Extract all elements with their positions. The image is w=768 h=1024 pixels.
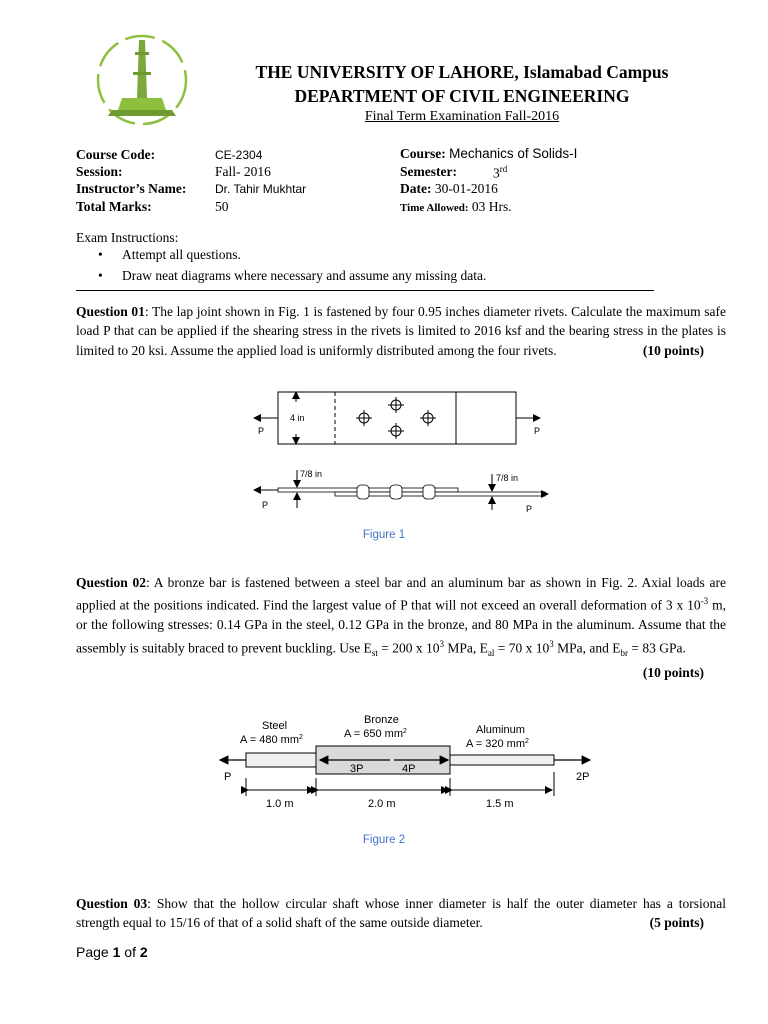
load-label-left: P [258,426,265,436]
question-03 [76,894,726,933]
rivet-side-icon [357,485,435,499]
load-label-4p: 4P [402,763,416,775]
figure-1-caption: Figure 1 [362,529,406,541]
load-label-3p: 3P [350,763,364,775]
steel-area: A = 480 $mm^2$ [240,734,303,746]
rivet-icon [420,410,436,426]
figure-2 [218,706,598,818]
semester-value [493,164,507,182]
aluminum-bar [450,755,554,765]
course-code-label: Course Code: [76,147,156,162]
load-label-right: P [534,426,541,436]
total-marks-value: 50 [215,199,229,214]
question-text: : Show that the hollow circular shaft whose inner diameter is half the outer diameter has a torsional strength equal to 15/16 of that of a solid shaft of the same outside diameter. [76,896,726,931]
time-value: 03 Hrs. [471,199,512,214]
divider [76,290,654,291]
load-label-p: P [224,771,232,783]
instructions-title: Exam Instructions: [76,230,179,245]
thickness-label-right: 7/8 in [496,473,519,483]
date-row [400,181,498,197]
question-02: Question 02: A bronze bar is fastened between a steel bar and an aluminum bar as shown in Fig. 2. Axial loads are applied at the positions indicated. Find the largest value of P that will not exceed an overall deformation of 3 x $10^{-3}$ m, or the following stresses: 0.14 GPa in the steel, 0.12 GPa in the bronze, and 80 MPa in the aluminum. Assume that the assembly is suitably braced to prevent buckling. Use $E_{st} = 200$ x $10^3$ MPa, $E_{al} = 70$ x $10^3$ MPa, and $E_{br} = 83$ GPa. (10 points) [76,573,726,683]
session-value: Fall- 2016 [215,164,271,179]
semester-number: 3 [493,165,500,181]
load-label-left: P [262,500,269,510]
university-title: THE UNIVERSITY OF LAHORE, Islamabad Campus [255,62,669,82]
course-label: Course: [400,146,446,161]
course-value: Mechanics of Solids-I [449,146,578,161]
session-label: Session: [76,164,123,179]
bullet-icon: • [98,247,103,262]
figure-1 [240,388,560,518]
figure-2-caption: Figure 2 [362,834,406,846]
date-label: Date: [400,181,432,196]
course-row [400,146,577,162]
question-text: : The lap joint shown in Fig. 1 is fastened by four 0.95 inches diameter rivets. Calculate the maximum safe load P that can be applied if the shearing stress in the rivets is limited to 2016 ksf and the bearing stress in the plates is limited to 20 ksi. Assume the applied load is uniformly distributed among the four rivets. [76,304,726,358]
rivet-icon [356,410,372,426]
question-label: Question 01 [76,304,145,319]
exam-title: Final Term Examination Fall-2016 [364,109,560,124]
dim-label-width: 4 in [290,413,305,423]
time-row [400,199,512,215]
semester-suffix: rd [499,164,508,174]
question-points: (10 points) [642,342,704,358]
steel-label: Steel [262,720,288,732]
question-points: (5 points) [649,915,704,931]
steel-bar [246,753,318,767]
instruction-item: • Draw neat diagrams where necessary and assume any missing data. [98,268,487,283]
question-points: (10 points) [642,665,704,681]
instruction-item: • Attempt all questions. [98,247,241,262]
load-label-right: P [526,504,533,514]
instructor-value: Dr. Tahir Mukhtar [215,182,307,196]
question-label: Question 02 [76,575,147,590]
time-label: Time Allowed: [400,202,469,214]
university-logo [92,28,192,128]
course-code-value: CE-2304 [215,148,263,162]
length-steel: 1.0 m [266,798,294,810]
bronze-area: A = 650 $mm^2$ [344,728,407,740]
thickness-label-left: 7/8 in [300,469,323,479]
page-number: Page 1 of 2 [76,944,148,960]
aluminum-area: A = 320 $mm^2$ [466,738,529,750]
question-label: Question 03 [76,896,148,911]
question-01 [76,302,726,360]
rivet-icon [388,423,404,439]
bronze-label: Bronze [364,714,399,726]
length-bronze: 2.0 m [368,798,396,810]
semester-label: Semester: [400,164,457,179]
length-aluminum: 1.5 m [486,798,514,810]
bullet-icon: • [98,268,103,283]
rivet-icon [388,397,404,413]
total-marks-label: Total Marks: [76,199,152,214]
department-title: DEPARTMENT OF CIVIL ENGINEERING [294,86,630,106]
date-value: 30-01-2016 [434,181,498,196]
load-label-2p: 2P [576,771,590,783]
aluminum-label: Aluminum [476,724,525,736]
instructor-label: Instructor’s Name: [76,181,187,196]
